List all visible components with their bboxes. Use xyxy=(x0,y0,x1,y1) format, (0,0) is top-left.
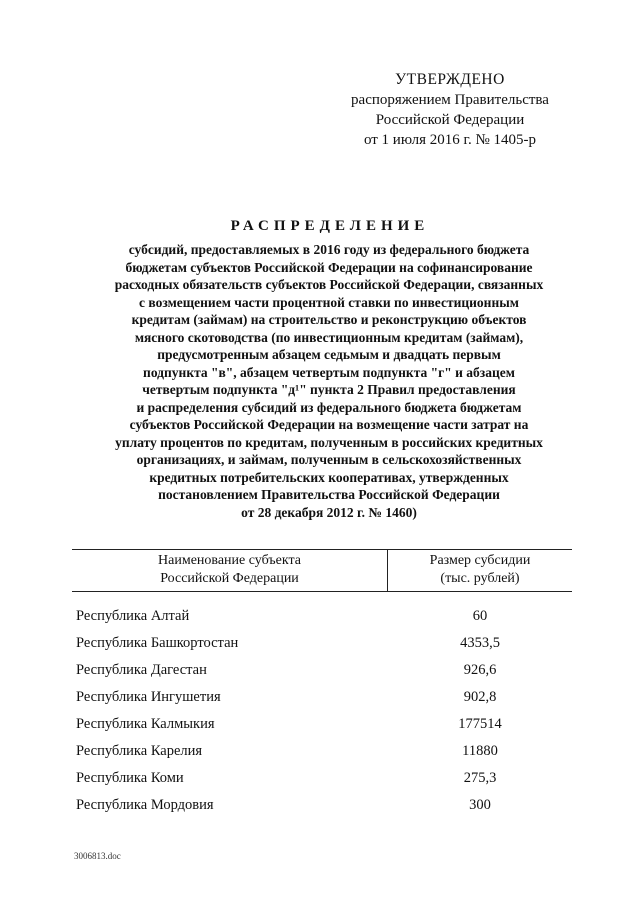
region-name: Республика Дагестан xyxy=(76,662,207,678)
subtitle-line: субсидий, предоставляемых в 2016 году из федерального бюджета xyxy=(128,242,530,257)
subsidy-amount: 300 xyxy=(469,797,491,813)
subtitle-line: с возмещением части процентной ставки по инвестиционным xyxy=(139,294,519,310)
table-row xyxy=(72,606,572,633)
subsidy-amount: 902,8 xyxy=(463,689,497,705)
table-row xyxy=(72,741,572,768)
region-name: Республика Коми xyxy=(76,770,184,786)
table-row xyxy=(72,687,572,714)
table-row xyxy=(72,714,572,741)
document-heading: РАСПРЕДЕЛЕНИЕ xyxy=(230,218,430,234)
approval-title: УТВЕРЖДЕНО xyxy=(395,71,505,88)
header-region-column xyxy=(72,552,387,588)
subsidy-amount: 275,3 xyxy=(463,770,497,786)
subsidy-amount: 926,6 xyxy=(463,662,497,678)
subtitle-line: бюджетам субъектов Российской Федерации на софинансирование xyxy=(125,259,533,275)
subtitle-line: субъектов Российской Федерации на возмещение части затрат на xyxy=(129,417,529,432)
subsidy-amount: 60 xyxy=(472,608,488,624)
approval-line-3: от 1 июля 2016 г. № 1405-р xyxy=(363,132,537,148)
subtitle-line: от 28 декабря 2012 г. № 1460) xyxy=(241,504,417,520)
subsidy-amount: 177514 xyxy=(458,716,502,732)
region-name: Республика Карелия xyxy=(76,743,203,759)
table-row xyxy=(72,795,572,822)
document-subtitle xyxy=(64,241,594,521)
approval-line-2: Российской Федерации xyxy=(375,112,525,128)
subtitle-line: расходных обязательств субъектов Российской Федерации, связанных xyxy=(114,277,544,292)
document-file-code: 3006813.doc xyxy=(74,851,121,861)
subtitle-line: организациях, и займам, полученным в сельскохозяйственных xyxy=(136,452,522,467)
header-amount-column xyxy=(388,552,572,588)
header-amount-line-1: Размер субсидии xyxy=(429,553,531,568)
table-top-rule xyxy=(72,549,572,550)
table-row xyxy=(72,768,572,795)
subtitle-line: четвертым подпункта "д¹" пункта 2 Правил предоставления xyxy=(142,382,516,397)
subtitle-line: уплату процентов по кредитам, полученным в российских кредитных xyxy=(115,434,543,450)
header-region-line-2: Российской Федерации xyxy=(160,571,299,586)
subtitle-line: мясного скотоводства (по инвестиционным кредитам (займам), xyxy=(134,329,524,345)
subsidy-amount: 11880 xyxy=(462,743,498,759)
subtitle-line: предусмотренным абзацем седьмым и двадцать первым xyxy=(157,347,501,362)
header-bottom-rule xyxy=(72,591,572,592)
subsidy-amount: 4353,5 xyxy=(460,635,500,651)
approval-block xyxy=(330,70,570,150)
region-name: Республика Алтай xyxy=(76,608,190,624)
subtitle-line: и распределения субсидий из федерального бюджета бюджетам xyxy=(136,399,522,415)
subtitle-line: постановлением Правительства Российской Федерации xyxy=(158,487,500,502)
region-name: Республика Калмыкия xyxy=(76,716,215,732)
header-region-line-1: Наименование субъекта xyxy=(158,553,301,568)
subtitle-line: кредитных потребительских кооперативах, утвержденных xyxy=(149,469,509,485)
subtitle-line: подпункта "в", абзацем четвертым подпункта "г" и абзацем xyxy=(143,364,515,380)
table-body xyxy=(72,606,572,822)
region-name: Республика Ингушетия xyxy=(76,689,221,705)
region-name: Республика Башкортостан xyxy=(76,635,239,651)
approval-line-1: распоряжением Правительства xyxy=(351,92,549,108)
table-row xyxy=(72,633,572,660)
header-amount-line-2: (тыс. рублей) xyxy=(440,571,520,586)
subtitle-line: кредитам (займам) на строительство и реконструкцию объектов xyxy=(131,312,527,327)
region-name: Республика Мордовия xyxy=(76,797,214,813)
table-row xyxy=(72,660,572,687)
